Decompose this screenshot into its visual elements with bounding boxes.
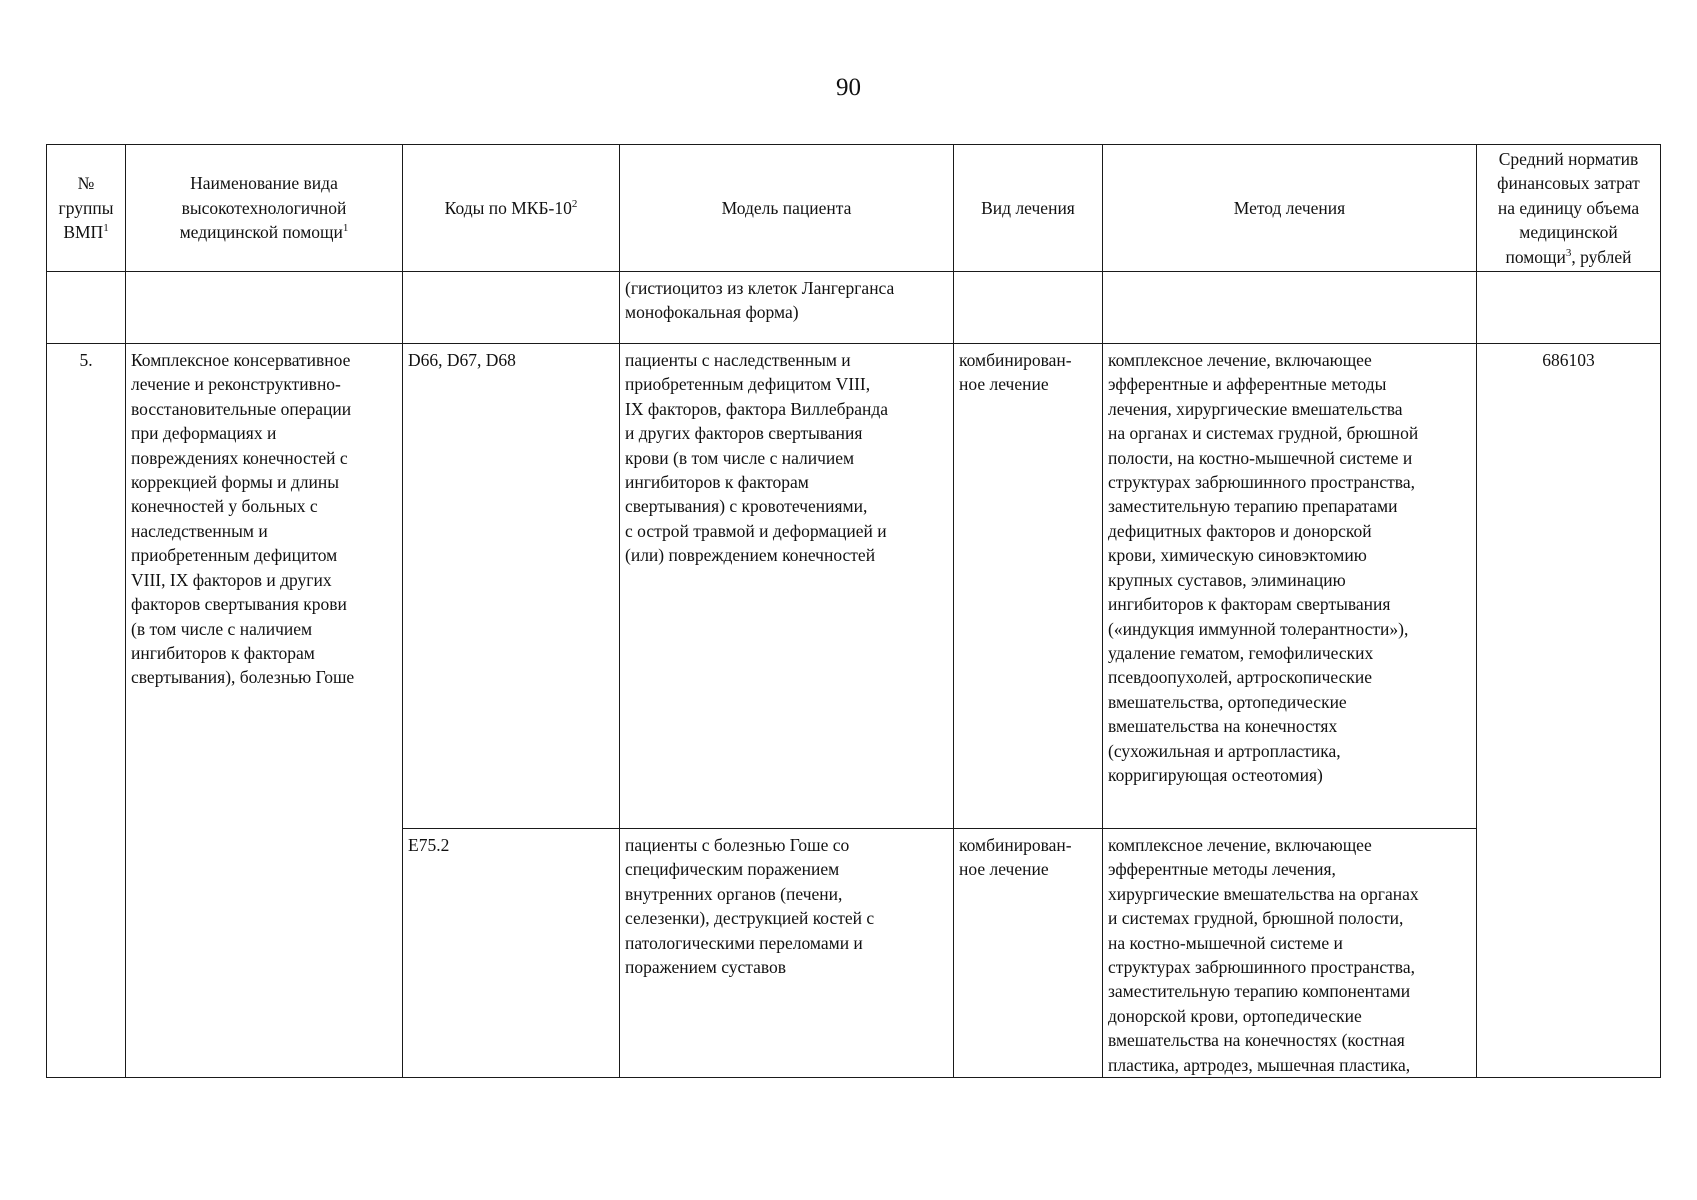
header-icd-codes: Коды по МКБ-$10^2$: [403, 145, 620, 272]
cell-patient-model: пациенты с наследственным и приобретенным дефицитом VIII, IX факторов, фактора Виллебранда и других факторов свертывания крови (в том числе с наличием ингибиторов к факторам свертывания) с кровотечениями, с острой травмой и деформацией и (или) повреждением конечностей: [620, 344, 954, 829]
cell-cost-value: 686103: [1477, 344, 1661, 1078]
cell-empty: [403, 272, 620, 344]
table-header-row: [47, 145, 1661, 272]
header-patient-model: Модель пациента: [620, 145, 954, 272]
cell-model-continuation: (гистиоцитоз из клеток Лангерганса монофокальная форма): [620, 272, 954, 344]
cell-treatment-kind: комбинирован- ное лечение: [954, 344, 1103, 829]
cell-patient-model: пациенты с болезнью Гоше со специфическим поражением внутренних органов (печени, селезенки), деструкцией костей с патологическими переломами и поражением суставов: [620, 829, 954, 1078]
cell-care-name: Комплексное консервативное лечение и реконструктивно- восстановительные операции при деформациях и повреждениях конечностей с коррекцией формы и длины конечностей у больных с наследственным и приобретенным дефицитом VIII, IX факторов и других факторов свертывания крови (в том числе с наличием ингибиторов к факторам свертывания), болезнью Гоше: [126, 344, 403, 1078]
header-treatment-method: Метод лечения: [1103, 145, 1477, 272]
cell-empty: [47, 272, 126, 344]
cell-treatment-method: комплексное лечение, включающее эфферентные и афферентные методы лечения, хирургические вмешательства на органах и системах грудной, брюшной полости, на костно-мышечной системе и структурах забрюшинного пространства, заместительную терапию препаратами дефицитных факторов и донорской крови, химическую синовэктомию крупных суставов, элиминацию ингибиторов к факторам свертывания («индукция иммунной толерантности»), удаление гематом, гемофилических псевдоопухолей, артроскопические вмешательства, ортопедические вмешательства на конечностях (сухожильная и артропластика, корригирующая остеотомия): [1103, 344, 1477, 829]
cell-group-number: 5.: [47, 344, 126, 1078]
cell-empty: [1477, 272, 1661, 344]
cell-treatment-kind: комбинирован- ное лечение: [954, 829, 1103, 1078]
cell-empty: [1103, 272, 1477, 344]
cell-empty: [126, 272, 403, 344]
header-treatment-kind: Вид лечения: [954, 145, 1103, 272]
header-care-name: Наименование вида высокотехнологичной медицинской помощи$^1$: [126, 145, 403, 272]
page-number: 90: [836, 74, 861, 101]
table-row: [47, 344, 1661, 829]
cell-icd-codes: D66, D67, D68: [403, 344, 620, 829]
cell-icd-codes: E75.2: [403, 829, 620, 1078]
cell-treatment-method: комплексное лечение, включающее эфферентные методы лечения, хирургические вмешательства на органах и системах грудной, брюшной полости, на костно-мышечной системе и структурах забрюшинного пространства, заместительную терапию компонентами донорской крови, ортопедические вмешательства на конечностях (костная пластика, артродез, мышечная пластика,: [1103, 829, 1477, 1078]
cell-empty: [954, 272, 1103, 344]
header-group-number: № группы ВМП$^1$: [47, 145, 126, 272]
continuation-row: [47, 272, 1661, 344]
vmp-table: [46, 144, 1661, 1078]
header-cost-standard: Средний норматив финансовых затрат на единицу объема медицинской помощи$^3$, рублей: [1477, 145, 1661, 272]
